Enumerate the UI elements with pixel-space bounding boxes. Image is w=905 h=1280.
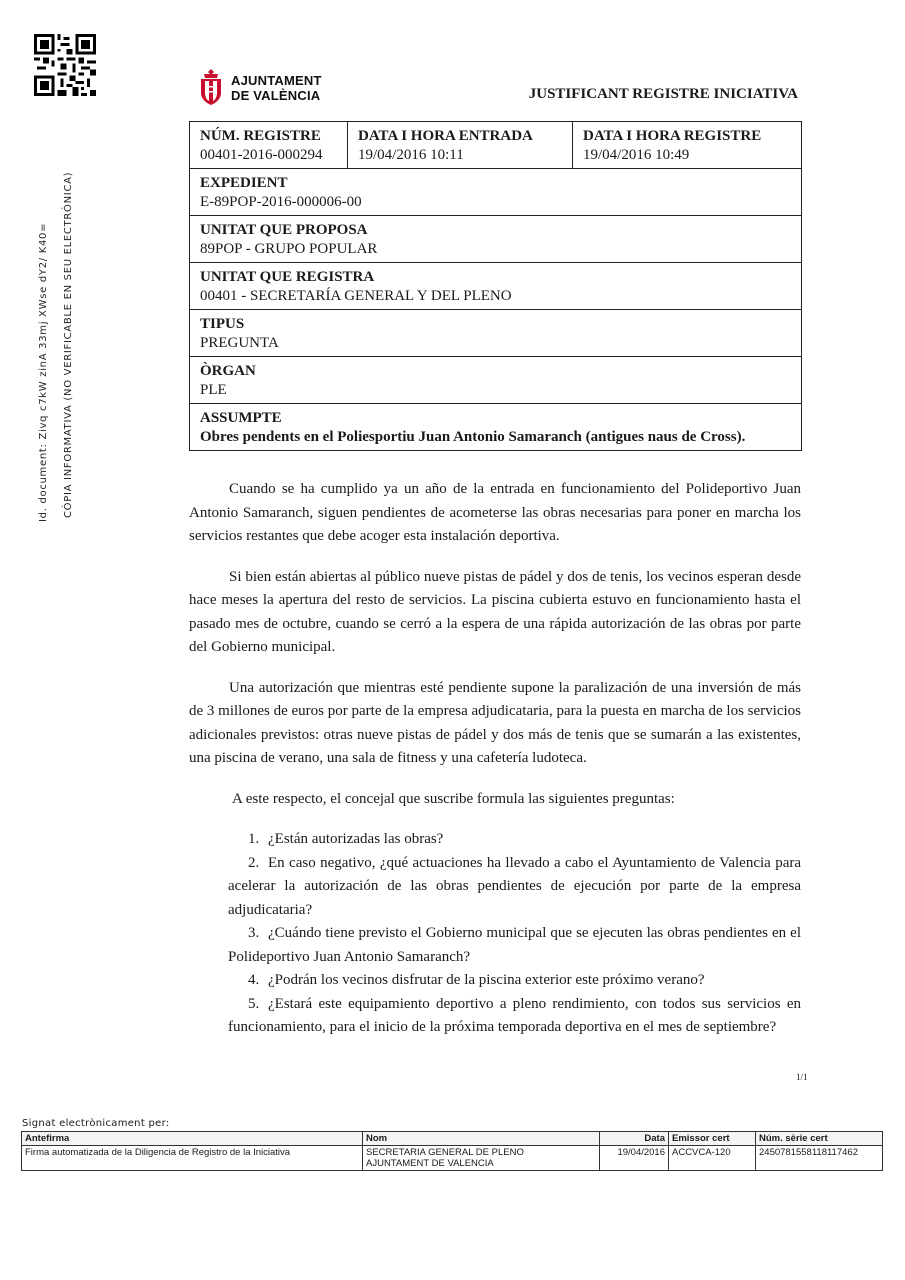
registering-unit-label: UNITAT QUE REGISTRA [200, 269, 375, 285]
registry-row-proposing-unit [190, 216, 802, 263]
proposing-unit-label: UNITAT QUE PROPOSA [200, 222, 368, 238]
signature-nom-line-1: SECRETARIA GENERAL DE PLENO [366, 1147, 524, 1158]
valencia-crest-icon [196, 68, 226, 108]
registry-number-value: 00401-2016-000294 [200, 147, 323, 163]
registering-unit-cell [190, 263, 802, 310]
registering-unit-value: 00401 - SECRETARÍA GENERAL Y DEL PLENO [200, 288, 512, 304]
registry-row-subject [190, 404, 802, 451]
questions-list [228, 828, 801, 1040]
logo-line-2: DE VALÈNCIA [231, 88, 321, 103]
organ-cell [190, 357, 802, 404]
registry-datetime-value: 19/04/2016 10:49 [583, 147, 690, 163]
registry-table [189, 121, 802, 451]
informative-copy-vertical: CÒPIA INFORMATIVA (NO VERIFICABLE EN SEU ELECTRÒNICA) [63, 171, 74, 518]
proposing-unit-cell [190, 216, 802, 263]
logo-line-1: AJUNTAMENT [231, 73, 322, 88]
subject-label: ASSUMPTE [200, 410, 282, 426]
expedient-value: E-89POP-2016-000006-00 [200, 194, 362, 210]
signature-serial: 2450781558118117462 [756, 1146, 883, 1171]
entry-datetime-cell [348, 122, 573, 169]
signature-header-row [22, 1132, 883, 1146]
registry-datetime-cell [573, 122, 802, 169]
entry-datetime-label: DATA I HORA ENTRADA [358, 128, 533, 144]
expedient-label: EXPEDIENT [200, 175, 288, 191]
proposing-unit-value: 89POP - GRUPO POPULAR [200, 241, 378, 257]
ajuntament-logo [196, 68, 322, 108]
registry-number-cell [190, 122, 348, 169]
signature-col-antefirma: Antefirma [22, 1132, 363, 1146]
signature-nom-line-2: AJUNTAMENT DE VALENCIA [366, 1158, 494, 1169]
questions-intro: A este respecto, el concejal que suscribe formula las siguientes preguntas: [232, 790, 675, 807]
signature-col-emissor: Emissor cert [669, 1132, 756, 1146]
question-item: 1. ¿Están autorizadas las obras? [248, 831, 444, 847]
registry-row-organ [190, 357, 802, 404]
signature-caption: Signat electrònicament per: [22, 1118, 170, 1129]
organ-value: PLE [200, 382, 227, 398]
expedient-cell [190, 169, 802, 216]
entry-datetime-value: 19/04/2016 10:11 [358, 147, 464, 163]
question-item: 3. ¿Cuándo tiene previsto el Gobierno municipal que se ejecuten las obras pendientes en el Polideportivo Juan Antonio Samaranch? [228, 925, 801, 965]
type-label: TIPUS [200, 316, 245, 332]
body-paragraph-1: Cuando se ha cumplido ya un año de la entrada en funcionamiento del Polideportivo Juan Antonio Samaranch, siguen pendientes de acometerse las obras necesarias para poner en marcha los servicios restantes que debe acoger esta instalación deportiva. [189, 481, 801, 544]
signature-col-serie: Núm. sèrie cert [756, 1132, 883, 1146]
question-item: 4. ¿Podrán los vecinos disfrutar de la piscina exterior este próximo verano? [248, 972, 705, 988]
registry-datetime-label: DATA I HORA REGISTRE [583, 128, 762, 144]
signature-col-nom: Nom [363, 1132, 600, 1146]
qr-code [34, 34, 96, 96]
signature-issuer: ACCVCA-120 [669, 1146, 756, 1171]
subject-value: Obres pendents en el Poliesportiu Juan Antonio Samaranch (antigues naus de Cross). [200, 429, 746, 445]
signature-date: 19/04/2016 [600, 1146, 669, 1171]
registry-row-type [190, 310, 802, 357]
registry-row-expedient [190, 169, 802, 216]
registry-row-top [190, 122, 802, 169]
organ-label: ÒRGAN [200, 363, 256, 379]
document-title: JUSTIFICANT REGISTRE INICIATIVA [528, 86, 798, 102]
registry-row-registering-unit [190, 263, 802, 310]
signature-nom [363, 1146, 600, 1171]
type-value: PREGUNTA [200, 335, 279, 351]
type-cell [190, 310, 802, 357]
body-paragraph-3: Una autorización que mientras esté pendiente supone la paralización de una inversión de más de 3 millones de euros por parte de la empresa adjudicataria, para la puesta en marcha de los servicios adicionales previstos: otras nueve pistas de pádel y dos más de tenis que se sumarán a las existentes, una piscina de verano, una sala de fitness y una cafetería ludoteca. [189, 679, 801, 766]
signature-row [22, 1146, 883, 1171]
document-id-vertical: Id. document: Zivq c7kW zinA 33mj XWse dY2/ K40= [38, 222, 49, 522]
subject-cell [190, 404, 802, 451]
page-number: 1/1 [796, 1072, 808, 1082]
document-body [189, 478, 801, 1040]
body-paragraph-2: Si bien están abiertas al público nueve pistas de pádel y dos de tenis, los vecinos esperan desde hace meses la apertura del resto de servicios. La piscina cubierta estuvo en funcionamiento hasta el pasado mes de octubre, cuando se cerró a la espera de una rápida autorización de las obras por parte del Gobierno municipal. [189, 568, 801, 655]
question-item: 2. En caso negativo, ¿qué actuaciones ha llevado a cabo el Ayuntamiento de Valencia para acelerar la autorización de las obras pendientes de ejecución por parte de la empresa adjudicataria? [228, 854, 801, 918]
signature-table [21, 1131, 883, 1171]
question-item: 5. ¿Estará este equipamiento deportivo a pleno rendimiento, con todos sus servicios en funcionamiento, para el inicio de la próxima temporada deportiva en el mes de septiembre? [228, 995, 801, 1035]
registry-number-label: NÚM. REGISTRE [200, 128, 321, 144]
signature-col-data: Data [600, 1132, 669, 1146]
signature-antefirma: Firma automatizada de la Diligencia de Registro de la Iniciativa [22, 1146, 363, 1171]
